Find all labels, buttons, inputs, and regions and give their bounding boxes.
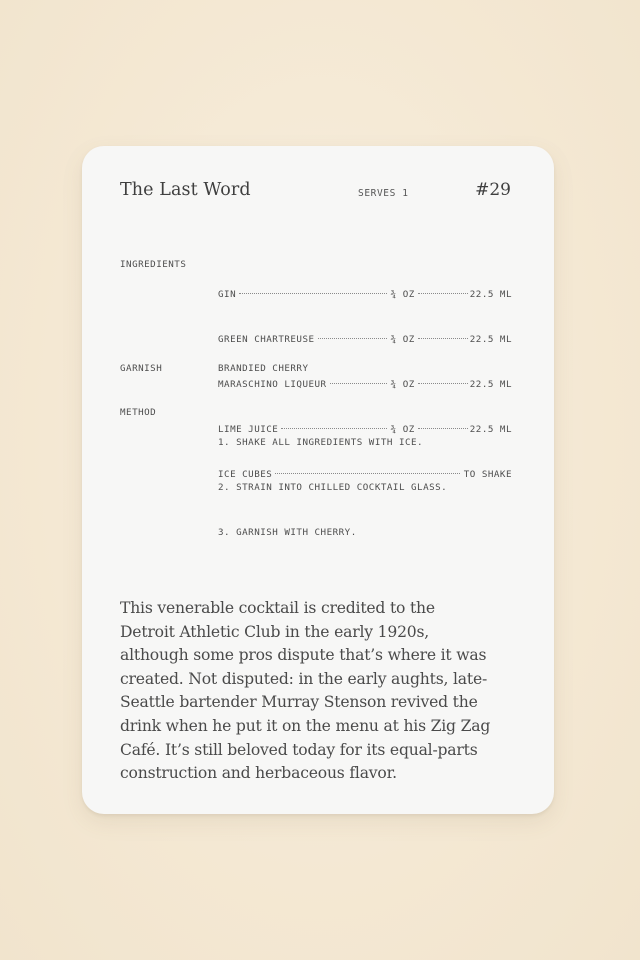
method-step: 2. STRAIN INTO CHILLED COCKTAIL GLASS. <box>218 482 448 493</box>
ingredient-ml: 22.5 ML <box>469 424 512 435</box>
cocktail-title: The Last Word <box>120 180 251 200</box>
description-line: construction and herbaceous flavor. <box>120 764 397 783</box>
ingredient-name: LIME JUICE <box>218 424 279 435</box>
recipe-card <box>82 146 554 814</box>
description-line: This venerable cocktail is credited to the <box>120 599 435 617</box>
ingredient-oz: ¾ OZ <box>390 334 415 345</box>
ingredient-ml: 22.5 ML <box>469 289 512 300</box>
ingredient-name: ICE CUBES <box>218 469 273 480</box>
description-line: created. Not disputed: in the early aughts, late- <box>120 669 488 688</box>
dot-leader <box>318 338 387 339</box>
ingredient-name: MARASCHINO LIQUEUR <box>218 379 327 390</box>
ingredient-row <box>218 332 512 347</box>
dot-leader <box>418 338 468 339</box>
ingredient-ml: TO SHAKE <box>463 469 512 480</box>
ingredient-oz: ¾ OZ <box>390 379 415 390</box>
method-step: 3. GARNISH WITH CHERRY. <box>218 527 357 538</box>
ingredient-row <box>218 377 512 392</box>
card-number: #29 <box>475 180 511 200</box>
ingredient-name: GREEN CHARTREUSE <box>218 334 315 345</box>
dot-leader <box>418 383 468 384</box>
description-line: Café. It’s still beloved today for its equal-parts <box>120 740 478 759</box>
ingredient-ml: 22.5 ML <box>469 334 512 345</box>
method-step: 1. SHAKE ALL INGREDIENTS WITH ICE. <box>218 437 424 448</box>
description-line: Seattle bartender Murray Stenson revived the <box>120 693 478 712</box>
ingredient-row <box>218 287 512 302</box>
history-description <box>120 597 520 786</box>
garnish-value: BRANDIED CHERRY <box>218 363 309 374</box>
description-line: although some pros dispute that’s where it was <box>120 646 487 665</box>
ingredient-ml: 22.5 ML <box>469 379 512 390</box>
ingredients-label: INGREDIENTS <box>120 259 187 270</box>
method-label: METHOD <box>120 407 157 418</box>
serves-count: SERVES 1 <box>358 188 409 199</box>
description-line: Detroit Athletic Club in the early 1920s, <box>120 622 430 641</box>
ingredient-oz: ¾ OZ <box>390 424 415 435</box>
ingredient-oz: ¾ OZ <box>390 289 415 300</box>
dot-leader <box>239 293 387 294</box>
description-line: drink when he put it on the menu at his Zig Zag <box>120 716 491 735</box>
dot-leader <box>330 383 387 384</box>
garnish-label: GARNISH <box>120 363 163 374</box>
ingredient-name: GIN <box>218 289 237 300</box>
dot-leader <box>418 293 468 294</box>
method-steps <box>218 405 447 570</box>
